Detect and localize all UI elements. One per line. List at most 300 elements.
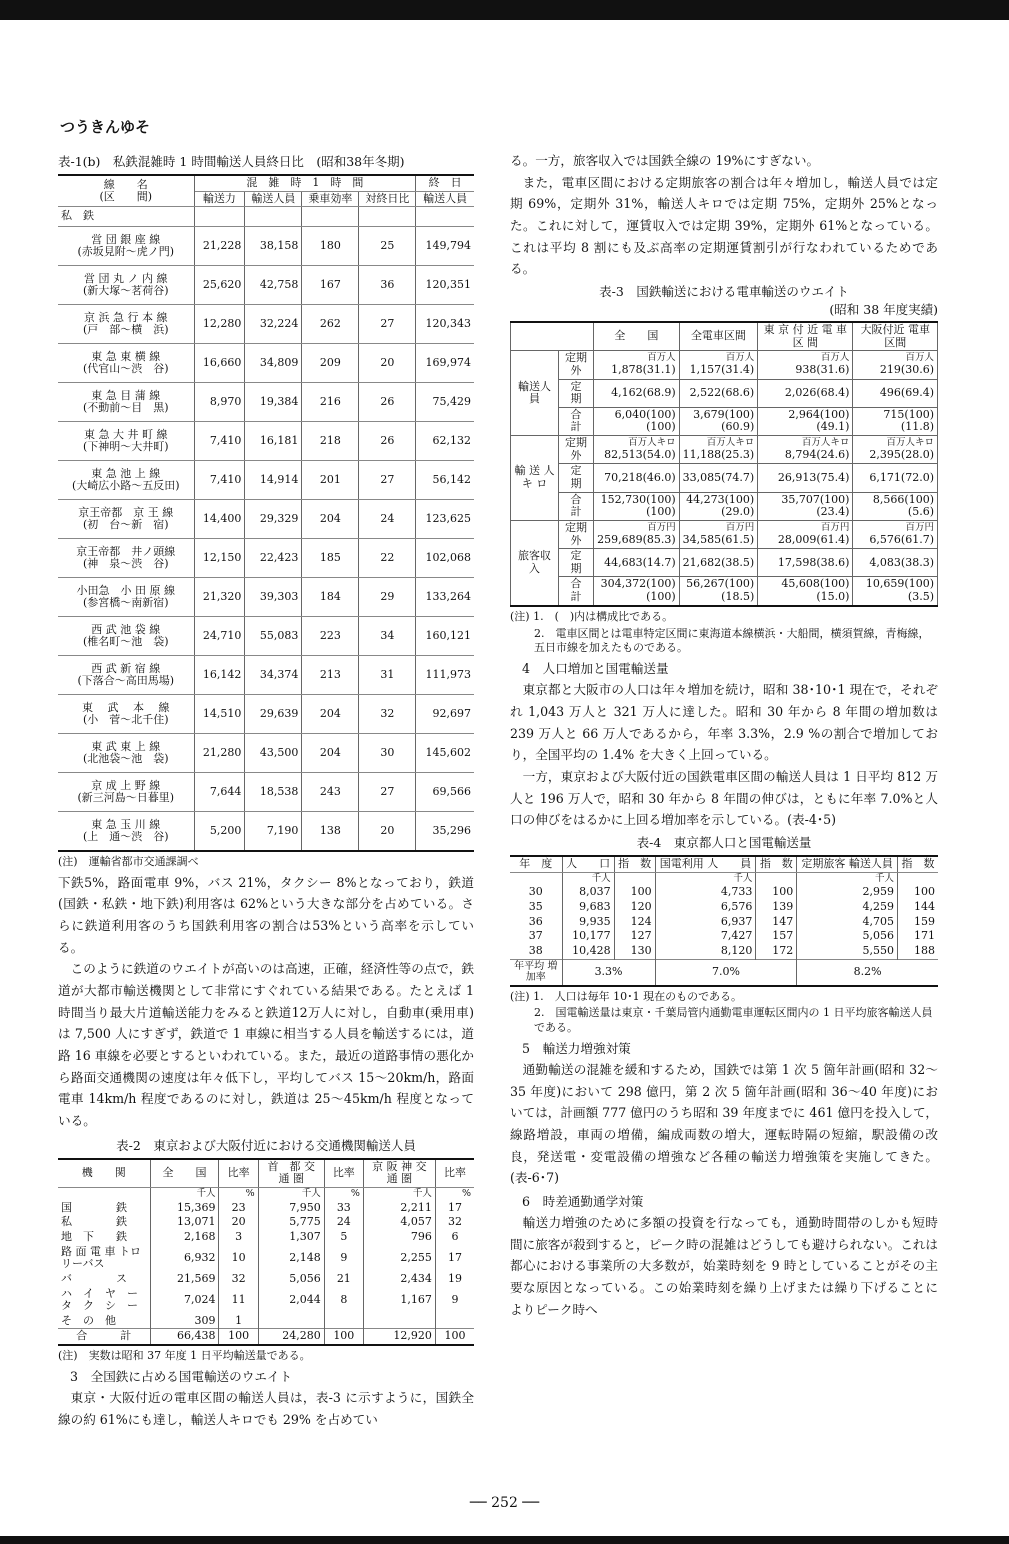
t4-avg: 7.0%: [655, 959, 797, 986]
t1-cell: 160,121: [416, 617, 474, 656]
t3-share: (5.6): [907, 505, 934, 519]
t3-cell: [594, 464, 680, 492]
t4-cell: 100: [914, 885, 935, 899]
t1-cell: 56,142: [416, 461, 474, 500]
t2-row-label: バ ス: [58, 1272, 150, 1287]
t1-route-cell: [58, 773, 194, 812]
t3-value: 28,009(61.4): [777, 532, 850, 546]
t1-line-range: (代官山～渋 谷): [82, 362, 169, 376]
t3-row: [511, 464, 938, 492]
t3-value: 219(30.6): [879, 363, 934, 376]
t3-row-label: 合 計: [559, 577, 594, 606]
t4-avg: 8.2%: [797, 959, 938, 986]
t2-total-label: 合 計: [58, 1329, 150, 1345]
t1-cell: 18,538: [245, 773, 302, 812]
t3-header: 大阪付近 電車区間: [853, 322, 938, 351]
t1-row: [58, 461, 474, 500]
t1-col: 輸送人員: [416, 191, 474, 207]
t2-cell: 2,255: [363, 1245, 435, 1272]
t1-line-name: 西 武 池 袋 線: [91, 623, 161, 637]
t3-share: (100): [646, 505, 676, 519]
table-1b: [58, 174, 474, 852]
t2-row: [58, 1201, 474, 1216]
t4-cell: 130: [614, 944, 655, 959]
t1-row: [58, 773, 474, 812]
t3-cell: [679, 492, 758, 520]
t2-row: [58, 1230, 474, 1245]
t3-row-label: 定 期: [559, 379, 594, 407]
t1-row: [58, 617, 474, 656]
t2-row-label: 国 鉄: [58, 1201, 150, 1216]
t2-cell: 12,920: [363, 1329, 435, 1345]
t3-value: 34,585(61.5): [682, 532, 755, 546]
table-2: [58, 1158, 474, 1347]
t4-cell: [614, 872, 655, 885]
t2-cell: [58, 1187, 150, 1200]
t1-cell: 167: [302, 266, 359, 305]
t3-unit: 百万円: [820, 521, 850, 533]
t1-cell: 185: [302, 539, 359, 578]
t4-row: [510, 885, 938, 900]
t1-route-cell: [58, 422, 194, 461]
t1-row: [58, 344, 474, 383]
t2-row: [58, 1272, 474, 1287]
t2-row: [58, 1215, 474, 1230]
t1-row: [58, 539, 474, 578]
t2-cell: 6: [451, 1229, 459, 1243]
t1-line-range: (北池袋～池 袋): [82, 752, 169, 766]
t4-cell: 171: [914, 929, 935, 943]
t1-row: [58, 266, 474, 305]
t3-row: [511, 492, 938, 520]
t4-header: 年 度: [510, 856, 562, 872]
t1-route-header: 線 名 (区 間): [58, 175, 194, 207]
t1-line-range: (赤坂見附～虎ノ門): [77, 245, 175, 259]
t4-cell: 8,037: [562, 885, 614, 900]
t3-share: (49.1): [816, 420, 850, 434]
t3-share: (100): [646, 420, 676, 434]
t3-value: 4,083(38.3): [869, 555, 934, 569]
t1-row: [58, 227, 474, 266]
t1-line-range: (椎名町～池 袋): [82, 635, 169, 649]
t1-line-name: 東 急 目 蒲 線: [91, 389, 161, 403]
t1-cell: 12,150: [194, 539, 245, 578]
t2-cell: 2,168: [150, 1230, 219, 1245]
t3-cell: [758, 520, 853, 548]
t4-cell: 30: [510, 885, 562, 900]
t3-cell: [594, 436, 680, 464]
t4-unit: 千人: [875, 872, 895, 884]
t1-route-cell: [58, 383, 194, 422]
t3-cell: [758, 549, 853, 577]
left-column: [58, 150, 474, 1430]
table-1b-caption: 表-1(b) 私鉄混雑時 1 時間輸送人員終日比 (昭和38年冬期): [58, 154, 405, 169]
t1-cell: 5,200: [194, 812, 245, 851]
t2-cell: 4,057: [363, 1215, 435, 1230]
t1-route-cell: [58, 734, 194, 773]
t2-cell: 21: [324, 1272, 363, 1287]
t2-row-label: そ の 他: [58, 1314, 150, 1329]
t2-cell: 24,280: [258, 1329, 324, 1345]
t3-cell: [679, 549, 758, 577]
t3-value: 6,171(72.0): [869, 470, 934, 484]
t4-cell: 139: [756, 900, 797, 915]
t3-row: [511, 549, 938, 577]
t2-cell: 23: [219, 1201, 258, 1216]
t3-unit: 百万円: [647, 521, 676, 533]
t3-cell: [853, 549, 938, 577]
t1-cell: 35,296: [416, 812, 474, 851]
t1-line-name: 東 急 東 横 線: [91, 350, 161, 364]
t1-cell: 184: [302, 578, 359, 617]
t1-col: 対終日比: [359, 191, 416, 207]
t2-row: [58, 1314, 474, 1329]
t1-cell: 169,974: [416, 344, 474, 383]
t1-group2-header: 終 日: [416, 175, 474, 191]
t4-cell: 6,937: [655, 915, 756, 930]
t1-cell: 27: [359, 305, 416, 344]
t1-line-name: 西 武 新 宿 線: [91, 662, 161, 676]
t3-header: 全 国: [594, 322, 680, 351]
t1-line-name: 京 成 上 野 線: [91, 779, 161, 793]
t1-cell: 24,710: [194, 617, 245, 656]
t2-cell: 100: [435, 1329, 474, 1345]
paragraph: 東京都と大阪市の人口は年々増加を続け，昭和 38･10･1 現在で，それぞれ 1,043 万人と 321 万人に達した。昭和 30 年から 8 年間の増加数は 239 万人と 66 万人であるから，年率 3.3%，2.9 %の割合で増加しており，全国平均の 1.4% を大きく上回っている。: [510, 682, 938, 763]
t1-route-cell: [58, 812, 194, 851]
t3-cell: [758, 407, 853, 435]
table-1b-note: (注) 運輸省都市交通課調べ: [58, 854, 199, 868]
t1-cell: 36: [359, 266, 416, 305]
t1-cell: 16,660: [194, 344, 245, 383]
t3-unit: 百万人: [905, 352, 934, 364]
t2-cell: 3: [219, 1230, 258, 1245]
t1-cell: 34,809: [245, 344, 302, 383]
t1-cell: 218: [302, 422, 359, 461]
t3-value: 21,682(38.5): [682, 555, 755, 569]
t3-value: 11,188(25.3): [682, 447, 755, 461]
t1-cell: 145,602: [416, 734, 474, 773]
t1-line-name: 小田急 小 田 原 線: [76, 584, 175, 598]
t2-cell: 7,024: [150, 1287, 219, 1314]
t3-value: 2,395(28.0): [869, 447, 934, 461]
table-4-note-2: 2. 国電輸送量は東京・千葉局管内通勤電車運転区間内の 1 日平均旅客輸送人員である。: [534, 1006, 933, 1035]
t3-value: 152,730(100): [600, 492, 676, 506]
t1-col: 乗車効率: [302, 191, 359, 207]
t1-cell: 21,280: [194, 734, 245, 773]
t1-line-range: (参宮橋～南新宿): [82, 596, 169, 610]
t3-cell: [679, 577, 758, 606]
t2-unit: %: [219, 1187, 258, 1200]
t3-value: 3,679(100): [693, 407, 755, 421]
t4-cell: 8,120: [655, 944, 756, 959]
t1-cell: 26: [359, 422, 416, 461]
t1-line-range: (下神明～大井町): [82, 440, 169, 454]
t4-avg: 3.3%: [562, 959, 655, 986]
t4-cell: 9,935: [562, 915, 614, 930]
t1-cell: 223: [302, 617, 359, 656]
t3-value: 6,040(100): [614, 407, 676, 421]
t4-cell: 127: [614, 929, 655, 944]
t3-value: 33,085(74.7): [682, 470, 755, 484]
t3-value: 10,659(100): [865, 577, 934, 591]
t3-value: 6,576(61.7): [869, 532, 934, 546]
t2-row: [58, 1245, 474, 1272]
t1-col: 輸送力: [194, 191, 245, 207]
t3-cell: [679, 407, 758, 435]
t3-row: [511, 577, 938, 606]
t4-row: [510, 929, 938, 944]
t4-cell: 6,576: [655, 900, 756, 915]
t1-row: [58, 500, 474, 539]
t4-cell: 172: [756, 944, 797, 959]
t1-cell: 12,280: [194, 305, 245, 344]
t4-cell: 7,427: [655, 929, 756, 944]
t1-line-range: (新三河島～日暮里): [77, 791, 175, 805]
t3-cell: [853, 351, 938, 379]
t1-line-range: (上 通～渋 谷): [82, 830, 169, 844]
t2-cell: 32: [219, 1272, 258, 1287]
t2-cell: 6,932: [150, 1245, 219, 1272]
t1-cell: 69,566: [416, 773, 474, 812]
t4-cell: 147: [756, 915, 797, 930]
t1-line-name: 東 武 東 上 線: [91, 740, 161, 754]
t1-cell: 7,410: [194, 461, 245, 500]
t2-cell: 33: [324, 1201, 363, 1216]
t2-header: 比率: [435, 1159, 474, 1188]
t3-group-label: 輸送人員: [511, 351, 559, 436]
t2-unit: 千人: [258, 1187, 324, 1200]
t1-cell: 14,510: [194, 695, 245, 734]
t1-cell: 20: [359, 812, 416, 851]
t4-cell: 100: [756, 885, 797, 900]
t3-cell: [594, 577, 680, 606]
t1-cell: 262: [302, 305, 359, 344]
t3-share: (15.0): [816, 590, 850, 604]
t1-route-cell: [58, 578, 194, 617]
t2-unit: 千人: [150, 1187, 219, 1200]
t4-cell: 100: [614, 885, 655, 900]
t2-cell: [324, 1314, 363, 1329]
t1-section-label: 私 鉄: [58, 207, 194, 227]
t2-cell: 17: [447, 1200, 462, 1214]
t1-row: [58, 695, 474, 734]
t2-cell: 5: [324, 1230, 363, 1245]
t4-cell: 4,259: [797, 900, 898, 915]
t4-cell: 188: [914, 944, 935, 957]
section-heading-5: 5 輸送力増強対策: [522, 1041, 631, 1057]
t2-cell: 1,307: [258, 1230, 324, 1245]
t3-value: 4,162(68.9): [611, 385, 676, 399]
t1-row: [58, 383, 474, 422]
t3-row-label: 定 期: [559, 464, 594, 492]
t1-line-range: (初 台～新 宿): [82, 518, 169, 532]
t1-route-cell: [58, 461, 194, 500]
t4-cell: 5,550: [797, 944, 898, 959]
t3-unit: 百万人キロ: [886, 436, 934, 448]
t3-unit: 百万人: [820, 352, 850, 364]
t3-row-label: 定 期: [559, 549, 594, 577]
t1-group1-header: 混 雑 時 1 時 間: [194, 175, 416, 191]
t4-cell: [655, 872, 756, 885]
t4-header: 指 数: [614, 856, 655, 872]
t3-value: 44,683(14.7): [604, 555, 676, 569]
t3-group-label: 旅客収入: [511, 520, 559, 605]
t3-row: [511, 407, 938, 435]
t3-value: 26,913(75.4): [777, 470, 850, 484]
t3-value: 938(31.6): [795, 363, 850, 376]
t3-header: 全電車区間: [679, 322, 758, 351]
t3-row: [511, 351, 938, 379]
t4-cell: 124: [614, 915, 655, 930]
t2-cell: 24: [324, 1215, 363, 1230]
t1-cell: 43,500: [245, 734, 302, 773]
t4-cell: 120: [614, 900, 655, 915]
t3-value: 44,273(100): [686, 492, 755, 506]
table-3-note-2: 2. 電車区間とは電車特定区間に東海道本線横浜・大船間，横須賀線，青梅線，五日市線を加えたものである。: [534, 626, 930, 655]
bottom-border: [0, 1536, 1009, 1544]
t2-cell: 2,211: [363, 1201, 435, 1216]
t2-header: 機 関: [58, 1159, 150, 1188]
t3-cell: [853, 577, 938, 606]
t1-line-range: (新大塚～茗荷谷): [82, 284, 169, 298]
t1-row: [58, 812, 474, 851]
t3-cell: [758, 379, 853, 407]
t3-cell: [679, 436, 758, 464]
t3-row-label: 合 計: [559, 492, 594, 520]
t3-value: 259,689(85.3): [597, 532, 676, 546]
t2-cell: 17: [447, 1250, 462, 1264]
t1-cell: 204: [302, 500, 359, 539]
t1-cell: 29: [359, 578, 416, 617]
t4-cell: [898, 872, 938, 885]
t4-header: 人 口: [562, 856, 614, 872]
page-number: ── 252 ──: [469, 1495, 540, 1511]
t2-cell: 9: [324, 1245, 363, 1272]
t1-cell: 34,374: [245, 656, 302, 695]
t3-value: 304,372(100): [600, 577, 676, 591]
t3-row: [511, 520, 938, 548]
t1-cell: 32,224: [245, 305, 302, 344]
t3-value: 35,707(100): [781, 492, 850, 506]
t3-cell: [679, 520, 758, 548]
t2-cell: 1,167: [363, 1287, 435, 1314]
t1-row: [58, 734, 474, 773]
t1-cell: 7,190: [245, 812, 302, 851]
t2-header: 比率: [219, 1159, 258, 1188]
t1-cell: 7,410: [194, 422, 245, 461]
t3-cell: [679, 379, 758, 407]
top-border: [0, 0, 1009, 20]
t3-cell: [853, 492, 938, 520]
t2-cell: 1: [219, 1314, 258, 1329]
t3-value: 8,794(24.6): [784, 447, 850, 461]
t1-line-range: (大崎広小路～五反田): [71, 479, 180, 493]
t1-cell: 38,158: [245, 227, 302, 266]
t3-cell: [594, 549, 680, 577]
t2-cell: 309: [150, 1314, 219, 1329]
t1-cell: 22: [359, 539, 416, 578]
t4-header: 指 数: [898, 856, 938, 872]
t3-header: 東 京 付 近 電 車 区 間: [758, 322, 853, 351]
table-4-caption: 表-4 東京都人口と国電輸送量: [636, 834, 812, 850]
t3-group-label: 輸 送 人 キ ロ: [511, 436, 559, 521]
t2-cell: [435, 1314, 474, 1329]
t2-cell: 32: [447, 1215, 462, 1229]
t4-avg-label: 年平均 増加率: [510, 959, 562, 986]
t1-cell: 102,068: [416, 539, 474, 578]
table-3-note-1: (注) 1. ( )内は構成比である。: [510, 609, 674, 623]
t3-row-label: 定期外: [559, 436, 594, 464]
t1-cell: 16,142: [194, 656, 245, 695]
t3-unit: 百万人キロ: [628, 436, 676, 448]
t3-cell: [594, 351, 680, 379]
t2-cell: 7,950: [258, 1201, 324, 1216]
t1-cell: 21,228: [194, 227, 245, 266]
t4-unit-row: [510, 872, 938, 885]
t1-cell: 24: [359, 500, 416, 539]
t2-cell: 2,148: [258, 1245, 324, 1272]
t3-share: (18.5): [721, 590, 755, 604]
t4-cell: [510, 872, 562, 885]
t1-line-range: (下落合～高田馬場): [77, 674, 175, 688]
t3-cell: [853, 520, 938, 548]
t3-row-label: 定期外: [559, 351, 594, 379]
t1-line-name: 京王帝都 京 王 線: [78, 506, 174, 520]
t1-cell: 120,343: [416, 305, 474, 344]
t2-cell: 19: [447, 1271, 462, 1285]
t1-cell: 55,083: [245, 617, 302, 656]
t2-cell: 15,369: [150, 1201, 219, 1216]
t2-cell: [258, 1314, 324, 1329]
t1-cell: 31: [359, 656, 416, 695]
t4-unit: 千人: [591, 872, 611, 884]
t4-cell: 36: [510, 915, 562, 930]
section-heading-4: 4 人口増加と国電輸送量: [522, 661, 669, 677]
t2-cell: 9: [451, 1292, 459, 1306]
t3-row-label: 合 計: [559, 407, 594, 435]
t2-unit: %: [461, 1187, 471, 1199]
t4-cell: 38: [510, 944, 562, 959]
t1-cell: 39,303: [245, 578, 302, 617]
t2-cell: 5,775: [258, 1215, 324, 1230]
t1-cell: 149,794: [416, 227, 474, 266]
t3-row: [511, 379, 938, 407]
t1-line-name: 京 浜 急 行 本 線: [84, 311, 168, 325]
t3-value: 17,598(38.6): [777, 555, 850, 569]
t2-unit: 千人: [363, 1187, 435, 1200]
t1-line-name: 営 団 丸 ノ 内 線: [84, 272, 168, 286]
table-3-caption: 表-3 国鉄輸送における電車輸送のウエイト: [599, 283, 849, 299]
t1-cell: 75,429: [416, 383, 474, 422]
t1-cell: 180: [302, 227, 359, 266]
t1-cell: 92,697: [416, 695, 474, 734]
paragraph: る。一方，旅客収入では国鉄全線の 19%にすぎない。: [510, 153, 820, 168]
t4-row: [510, 944, 938, 959]
t3-unit: 百万円: [725, 521, 755, 533]
t1-row: [58, 578, 474, 617]
t1-row: [58, 656, 474, 695]
t4-cell: 4,705: [797, 915, 898, 930]
t2-cell: 100: [219, 1329, 258, 1345]
t1-cell: 20: [359, 344, 416, 383]
t3-unit: 百万円: [905, 521, 934, 533]
t2-row-label: 地 下 鉄: [58, 1230, 150, 1245]
t2-row-label: 私 鉄: [58, 1215, 150, 1230]
t3-share: (60.9): [721, 420, 755, 434]
t3-share: (29.0): [721, 505, 755, 519]
t1-cell: 204: [302, 695, 359, 734]
t4-cell: [756, 872, 797, 885]
